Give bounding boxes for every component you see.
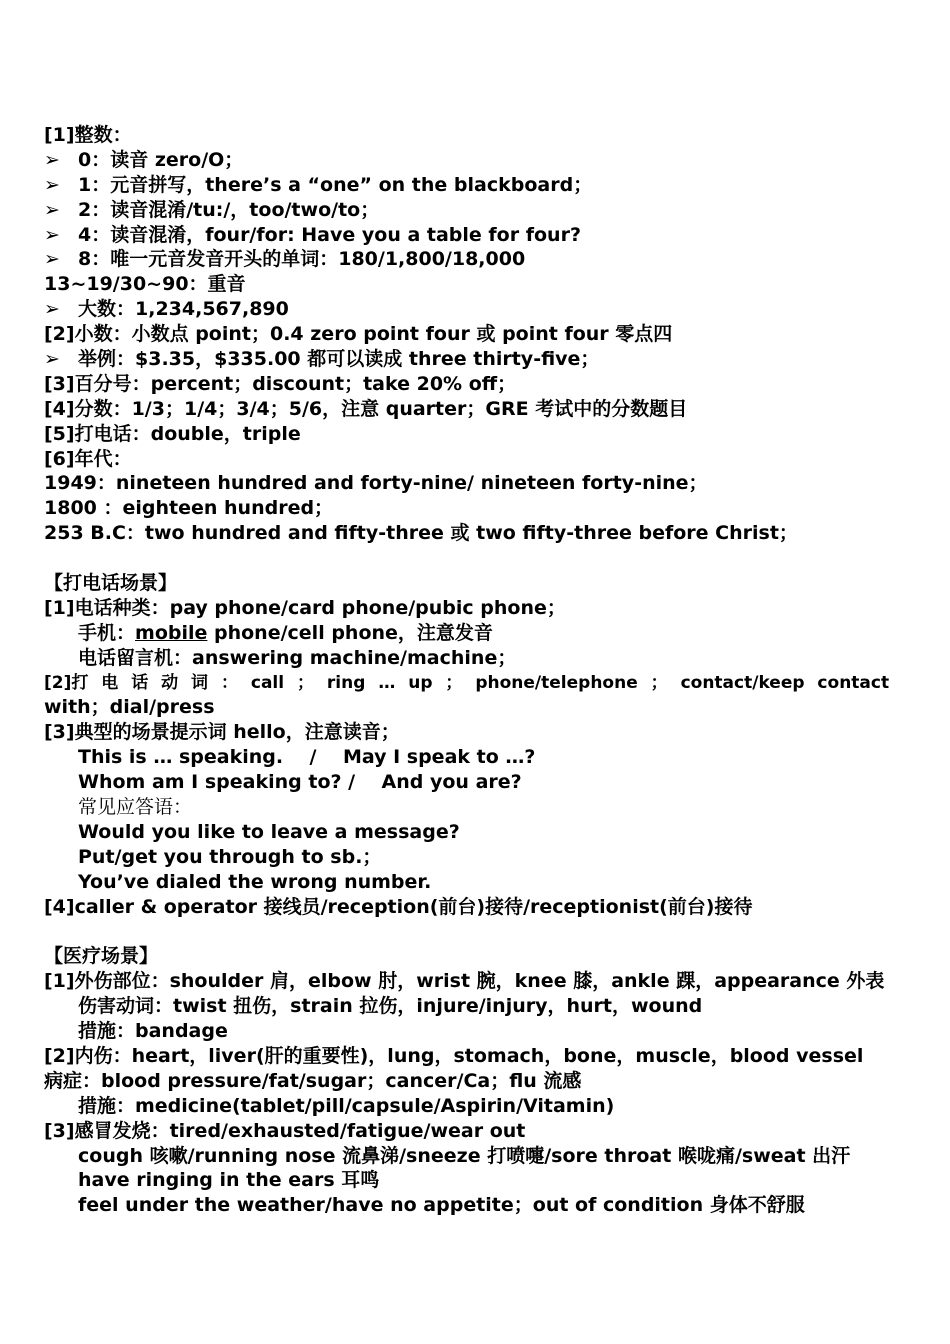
- mobile-underlined-word: mobile: [135, 621, 208, 644]
- paragraph-line: 措施：bandage: [78, 1020, 228, 1043]
- paragraph-line: 措施：medicine(tablet/pill/capsule/Aspirin/Vitamin): [78, 1094, 615, 1117]
- list-item: [44, 247, 906, 272]
- paragraph-line: This is … speaking. / May I speak to …?: [78, 746, 536, 769]
- paragraph-line: 伤害动词：twist 扭伤，strain 拉伤，injure/injury，hurt，wound: [78, 995, 703, 1018]
- decimal-heading: [2]小数：小数点 point；0.4 zero point four 或 point four 零点四: [44, 323, 673, 346]
- list-item: [44, 297, 906, 322]
- list-item-text: 0：读音 zero/O；: [78, 148, 244, 171]
- arrow-bullet-icon: ➢: [44, 198, 60, 221]
- list-item-text: 8：唯一元音发音开头的单词：180/1,800/18,000: [78, 248, 526, 271]
- paragraph-line: 电话留言机：answering machine/machine；: [78, 646, 517, 669]
- document-page: [44, 123, 906, 1218]
- list-item: [44, 173, 906, 198]
- paragraph-line: Whom am I speaking to? / And you are?: [78, 771, 522, 794]
- paragraph-line: [44, 621, 906, 646]
- paragraph-line: [4]caller & operator 接线员/reception(前台)接待/receptionist(前台)接待: [44, 895, 753, 918]
- arrow-bullet-icon: ➢: [44, 223, 60, 246]
- arrow-bullet-icon: ➢: [44, 248, 60, 271]
- paragraph-line: [1]外伤部位：shoulder 肩，elbow 肘，wrist 腕，knee 膝，ankle 踝，appearance 外表: [44, 970, 885, 993]
- paragraph-line: cough 咳嗽/running nose 流鼻涕/sneeze 打喷嚏/sore throat 喉咙痛/sweat 出汗: [78, 1144, 851, 1167]
- list-item: [44, 148, 906, 173]
- percent-heading: [3]百分号：percent；discount；take 20% off；: [44, 372, 517, 395]
- paragraph-line: 1949：nineteen hundred and forty-nine/ nineteen forty-nine；: [44, 472, 708, 495]
- integer-heading: [1]整数：: [44, 124, 132, 146]
- paragraph-line: have ringing in the ears 耳鸣: [78, 1169, 380, 1192]
- year-heading: [6]年代：: [44, 447, 132, 470]
- paragraph-line: [3]典型的场景提示词 hello，注意读音；: [44, 721, 400, 744]
- list-item-text: 2：读音混淆/tu:/，too/two/to；: [78, 198, 380, 221]
- blank-line: [44, 920, 906, 945]
- paragraph-line: with；dial/press: [44, 696, 215, 719]
- phone-number-heading: [5]打电话：double，triple: [44, 422, 301, 445]
- paragraph-line: Would you like to leave a message?: [78, 820, 460, 843]
- blank-line: [44, 546, 906, 571]
- paragraph-line: 253 B.C：two hundred and fifty-three 或 two fifty-three before Christ；: [44, 522, 798, 545]
- fraction-heading: [4]分数：1/3；1/4；3/4；5/6，注意 quarter；GRE 考试中的分数题目: [44, 397, 688, 420]
- list-item: [44, 223, 906, 248]
- list-item: [44, 198, 906, 223]
- paragraph-line: [2]内伤：heart，liver(肝的重要性)，lung，stomach，bone，muscle，blood vessel: [44, 1044, 864, 1067]
- paragraph-line: You’ve dialed the wrong number.: [78, 870, 432, 893]
- list-item-text: 1：元音拼写，there’s a “one” on the blackboard；: [78, 173, 593, 196]
- paragraph-line: feel under the weather/have no appetite；out of condition 身体不舒服: [78, 1194, 805, 1217]
- arrow-bullet-icon: ➢: [44, 348, 60, 371]
- paragraph-line: 1800 ：eighteen hundred；: [44, 497, 334, 520]
- paragraph-line: Put/get you through to sb.；: [78, 845, 382, 868]
- list-item: [44, 347, 906, 372]
- list-item-text: 4：读音混淆，four/for: Have you a table for four?: [78, 223, 581, 246]
- arrow-bullet-icon: ➢: [44, 148, 60, 171]
- medical-section-heading: 【医疗场景】: [44, 945, 159, 968]
- list-item-text: 举例：$3.35，$335.00 都可以读成 three thirty-five；: [78, 348, 600, 371]
- arrow-bullet-icon: ➢: [44, 173, 60, 196]
- paragraph-line: 常见应答语：: [78, 796, 193, 819]
- paragraph-line: [3]感冒发烧：tired/exhausted/fatigue/wear out: [44, 1119, 526, 1142]
- list-item-text: 大数：1,234,567,890: [78, 298, 289, 321]
- paragraph-line: 病症：blood pressure/fat/sugar；cancer/Ca；flu 流感: [44, 1069, 582, 1092]
- paragraph-line: [2]打 电 话 动 词 ： call ； ring … up ； phone/telephone ； contact/keep contact: [44, 672, 890, 693]
- arrow-bullet-icon: ➢: [44, 298, 60, 321]
- paragraph-line: [1]电话种类：pay phone/card phone/pubic phone；: [44, 596, 566, 619]
- mobile-rest: phone/cell phone，注意发音: [207, 621, 493, 644]
- paragraph-line: 13~19/30~90：重音: [44, 273, 246, 296]
- phone-section-heading: 【打电话场景】: [44, 572, 178, 595]
- mobile-prefix: 手机：: [78, 621, 136, 644]
